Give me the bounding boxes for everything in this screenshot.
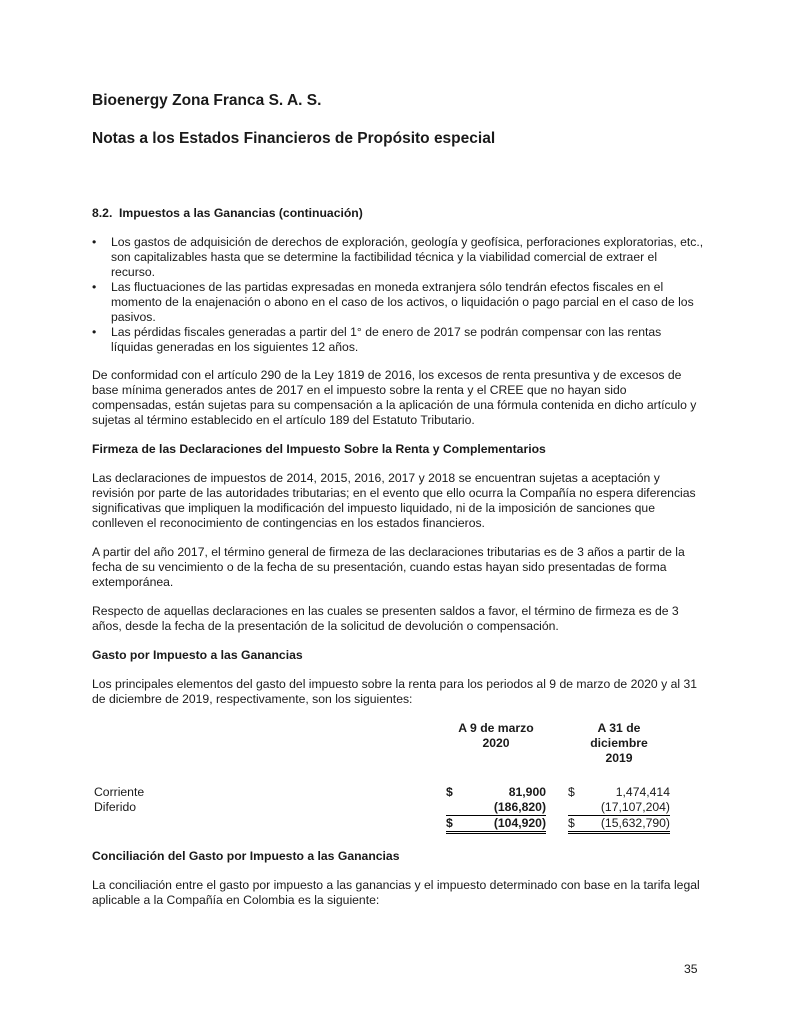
total-2020: (104,920) bbox=[476, 816, 546, 833]
page-content bbox=[92, 206, 704, 922]
bullet-icon: • bbox=[92, 280, 97, 294]
list-item bbox=[92, 280, 704, 325]
currency-symbol bbox=[446, 800, 476, 816]
list-item bbox=[92, 325, 704, 355]
section-title: Impuestos a las Ganancias (continuación) bbox=[119, 206, 363, 220]
table-header-row bbox=[94, 721, 670, 766]
value-2019: 1,474,414 bbox=[615, 785, 670, 799]
paragraph: Los principales elementos del gasto del impuesto sobre la renta para los periodos al 9 de marzo de 2020 y al 31 de diciembre de 2019, respectivamente, son los siguientes: bbox=[92, 677, 698, 706]
row-label bbox=[94, 816, 446, 833]
paragraph: Las declaraciones de impuestos de 2014, 2015, 2016, 2017 y 2018 se encuentran sujetas a aceptación y revisión por parte de las autoridades tributarias; en el evento que ello ocurra la Compañía no espera diferencias significativas que impliquen la modificación del impuesto liquidado, ni de la imposición de sanciones que conlleven el reconocimiento de contingencias en los estados financieros. bbox=[92, 471, 696, 530]
col2-header: A 31 de diciembre 2019 bbox=[590, 721, 648, 765]
currency-symbol: $ bbox=[568, 785, 575, 799]
currency-symbol bbox=[568, 800, 590, 816]
page-number: 35 bbox=[684, 962, 698, 976]
row-label: Corriente bbox=[94, 785, 145, 799]
row-label: Diferido bbox=[94, 800, 136, 814]
list-item-text: Las fluctuaciones de las partidas expresadas en moneda extranjera sólo tendrán efectos fiscales en el momento de la enajenación o abono en el caso de los activos, o liquidación o pago parcial en el caso de los pasivos. bbox=[111, 280, 694, 324]
tax-expense-table bbox=[94, 721, 670, 834]
document-title: Notas a los Estados Financieros de Propósito especial bbox=[92, 130, 496, 147]
list-item-text: Las pérdidas fiscales generadas a partir del 1° de enero de 2017 se podrán compensar con las rentas líquidas generadas en los siguientes 12 años. bbox=[111, 325, 662, 354]
section-heading bbox=[92, 206, 704, 221]
paragraph: De conformidad con el artículo 290 de la Ley 1819 de 2016, los excesos de renta presuntiva y de excesos de base mínima generados antes de 2017 en el impuesto sobre la renta y el CREE que no hayan sido compensadas, están sujetas para su compensación a la aplicación de una fórmula contenida en dicho artículo y sujetas al término establecido en el artículo 189 del Estatuto Tributario. bbox=[92, 368, 697, 427]
section-number: 8.2. bbox=[92, 206, 113, 220]
bullet-icon: • bbox=[92, 325, 97, 339]
company-name: Bioenergy Zona Franca S. A. S. bbox=[92, 92, 322, 109]
currency-symbol: $ bbox=[446, 785, 453, 799]
table-row bbox=[94, 785, 670, 800]
list-item bbox=[92, 235, 704, 280]
gasto-heading: Gasto por Impuesto a las Ganancias bbox=[92, 648, 303, 662]
col1-header: A 9 de marzo 2020 bbox=[458, 721, 534, 750]
value-2020: (186,820) bbox=[493, 800, 546, 814]
conciliacion-heading: Conciliación del Gasto por Impuesto a las Ganancias bbox=[92, 849, 400, 863]
bullet-list bbox=[92, 235, 704, 355]
paragraph: La conciliación entre el gasto por impuesto a las ganancias y el impuesto determinado con base en la tarifa legal aplicable a la Compañía en Colombia es la siguiente: bbox=[92, 878, 700, 907]
table-total-row bbox=[94, 816, 670, 833]
firmeza-heading: Firmeza de las Declaraciones del Impuesto Sobre la Renta y Complementarios bbox=[92, 442, 546, 456]
total-2019: (15,632,790) bbox=[590, 816, 670, 833]
list-item-text: Los gastos de adquisición de derechos de exploración, geología y geofísica, perforaciones exploratorias, etc., son capitalizables hasta que se determine la factibilidad técnica y la viabilidad comercial de extraer el recurso. bbox=[111, 235, 704, 279]
paragraph: Respecto de aquellas declaraciones en las cuales se presenten saldos a favor, el término de firmeza es de 3 años, desde la fecha de la presentación de la solicitud de devolución o compensación. bbox=[92, 604, 679, 633]
value-2020: 81,900 bbox=[508, 785, 546, 799]
value-2019: (17,107,204) bbox=[600, 800, 670, 814]
bullet-icon: • bbox=[92, 235, 97, 249]
currency-symbol: $ bbox=[446, 816, 476, 833]
table-row bbox=[94, 800, 670, 816]
currency-symbol: $ bbox=[568, 816, 590, 833]
paragraph: A partir del año 2017, el término general de firmeza de las declaraciones tributarias es de 3 años a partir de la fecha de su vencimiento o de la fecha de su presentación, cuando estas hayan sido presentadas de forma extemporánea. bbox=[92, 545, 685, 589]
